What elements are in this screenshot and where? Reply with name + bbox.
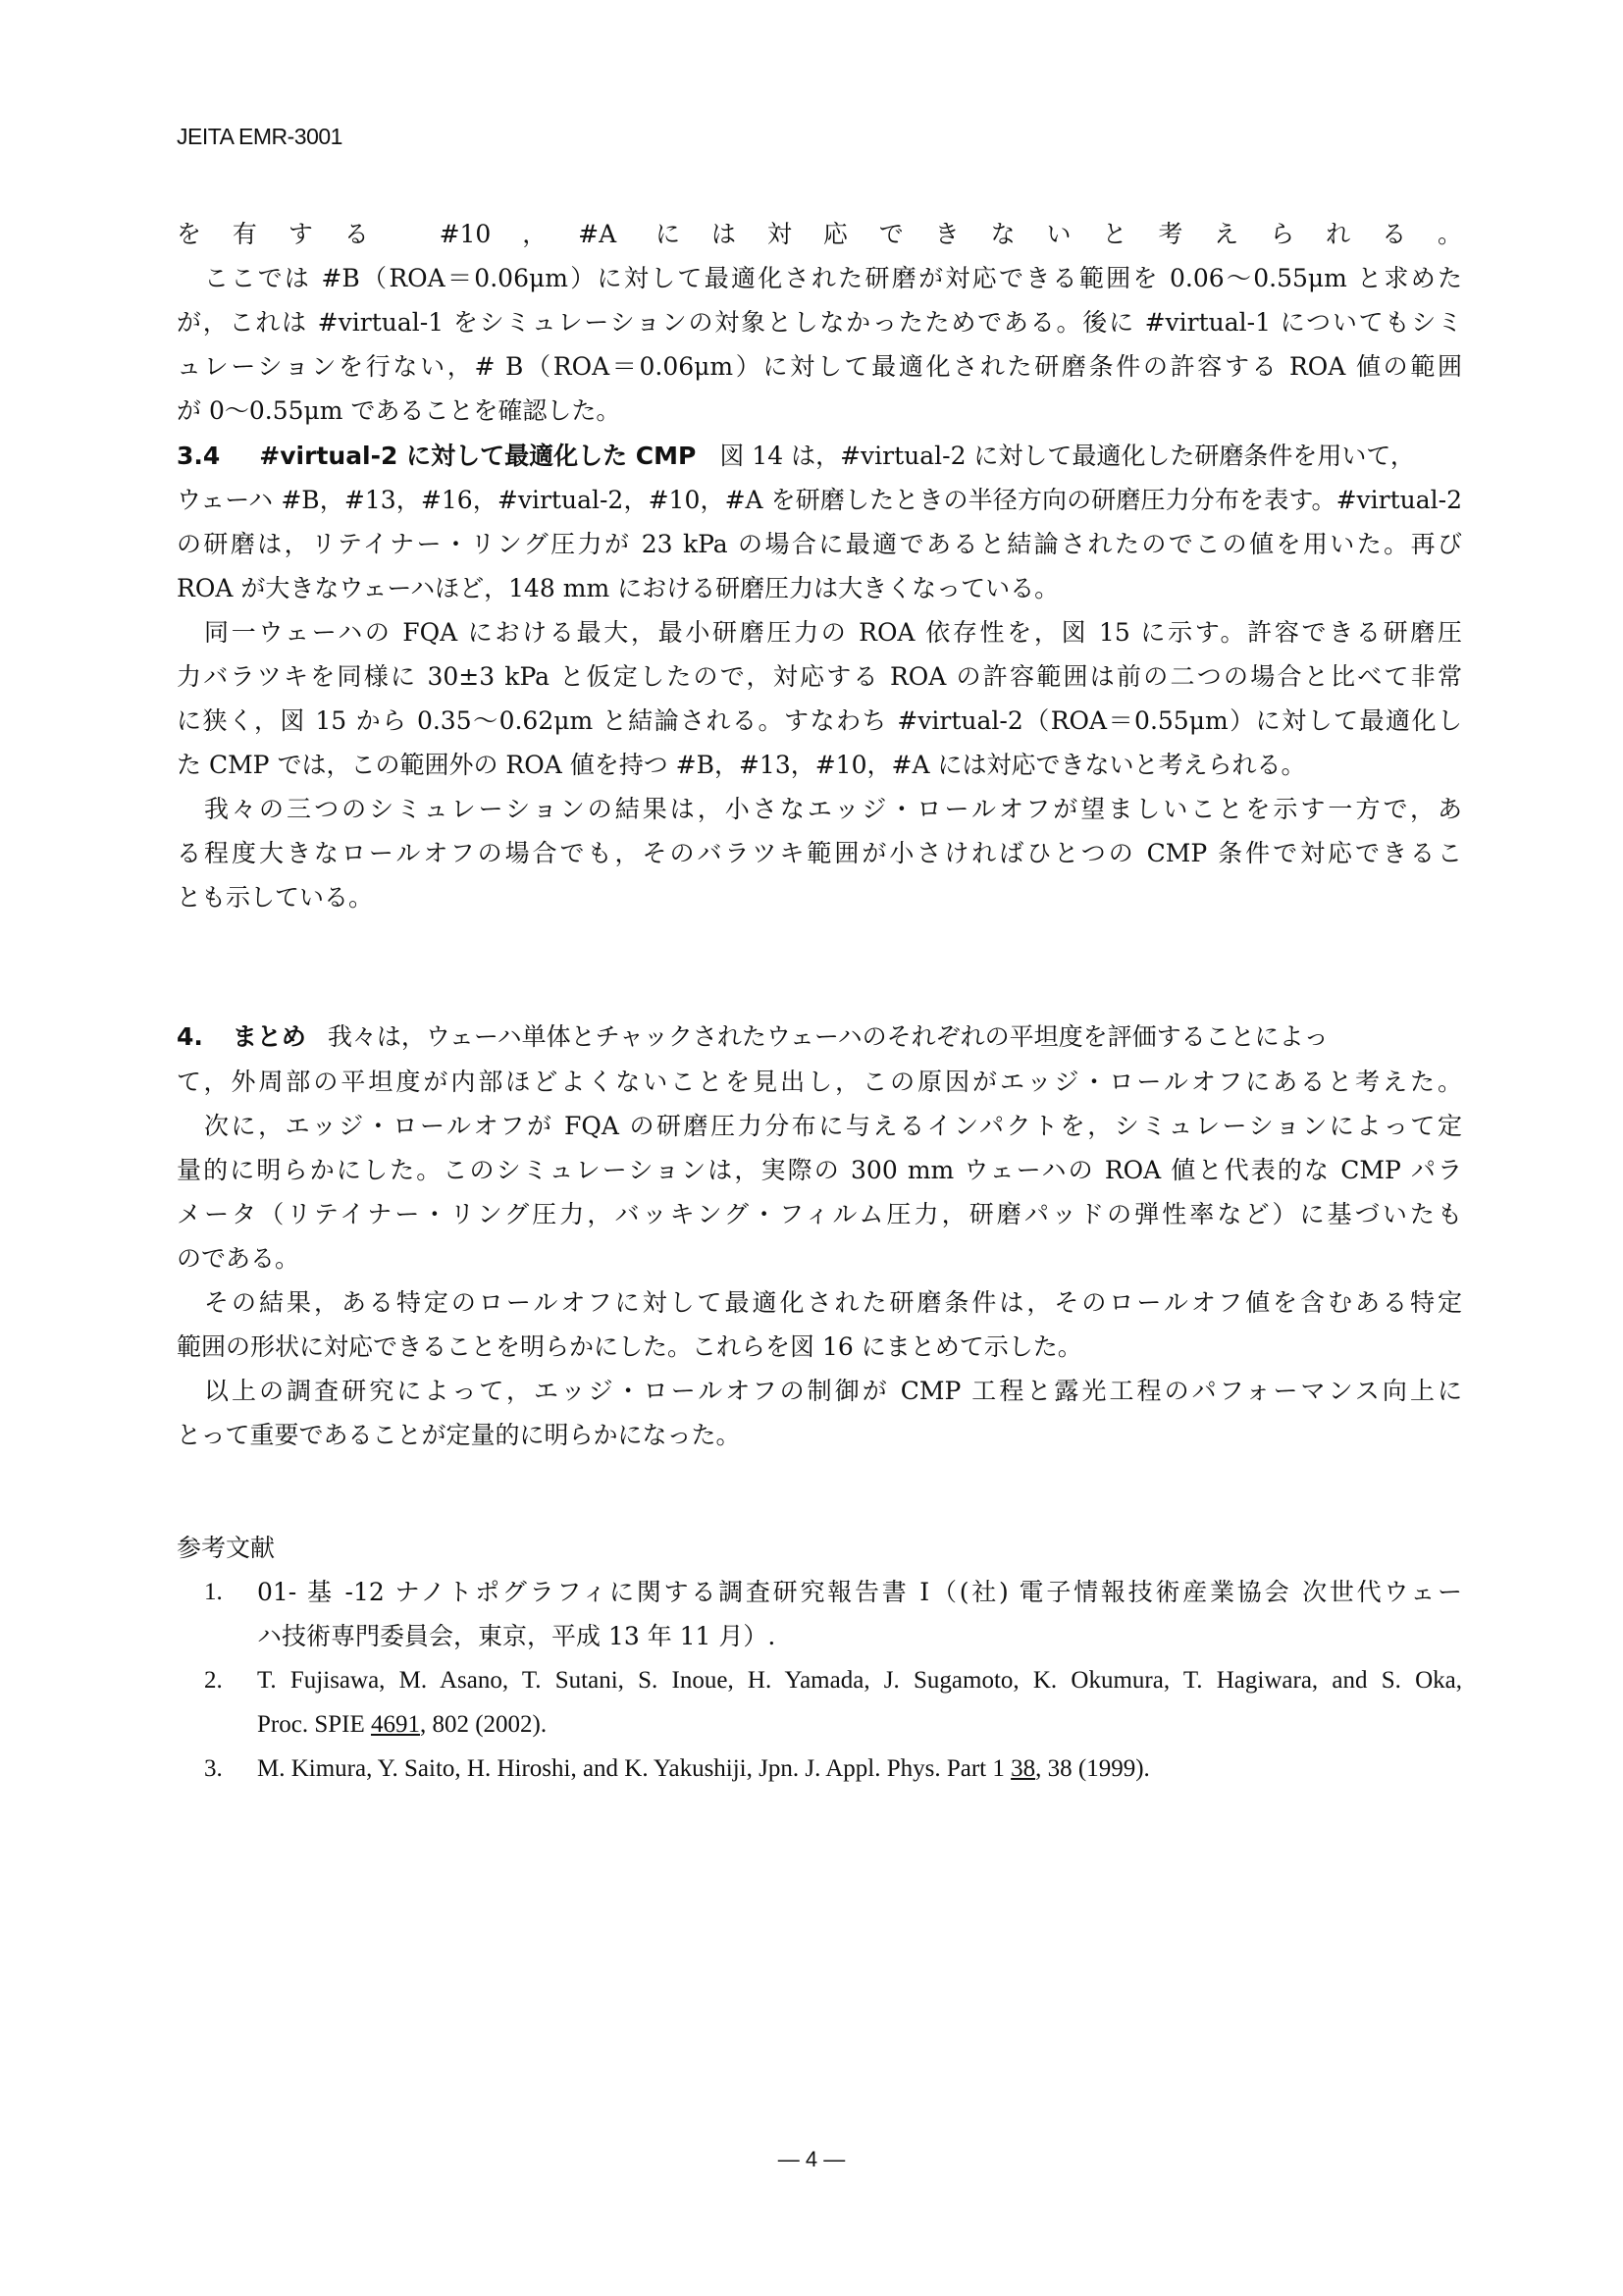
- reference-text: [257, 1708, 1462, 1742]
- reference-pages-year: , 802 (2002).: [419, 1711, 548, 1738]
- paragraph-line: を有する #10，#A には対応できないと考えられる。: [177, 220, 1462, 248]
- paragraph-line: 量的に明らかにした。このシミュレーションは，実際の 300 mm ウェーハの ROA 値と代表的な CMP パラ: [177, 1156, 1462, 1184]
- paragraph-line: が 0〜0.55μm であることを確認した。: [177, 396, 621, 425]
- paragraph-line: が，これは #virtual-1 をシミュレーションの対象としなかったためである。後に #virtual-1 についてもシミ: [177, 308, 1462, 337]
- reference-volume: 38: [1011, 1755, 1036, 1782]
- reference-number: 1.: [204, 1579, 223, 1605]
- paragraph-line: ROA が大きなウェーハほど，148 mm における研磨圧力は大きくなっている。: [177, 574, 1060, 602]
- paragraph-line: ここでは #B（ROA＝0.06μm）に対して最適化された研磨が対応できる範囲を 0.06〜0.55μm と求めた: [204, 264, 1462, 292]
- section-4-heading-line: [177, 1020, 1462, 1054]
- paragraph-line: た CMP では，この範囲外の ROA 値を持つ #B，#13，#10，#A には対応できないと考えられる。: [177, 751, 1306, 779]
- page-number: — 4 —: [777, 2147, 846, 2171]
- paragraph-line: の研磨は，リテイナー・リング圧力が 23 kPa の場合に最適であると結論されたのでこの値を用いた。再び: [177, 530, 1462, 558]
- section-title: #virtual-2 に対して最適化した CMP: [259, 442, 697, 470]
- paragraph-line: メータ（リテイナー・リング圧力，バッキング・フィルム圧力，研磨パッドの弾性率など）に基づいたも: [177, 1200, 1462, 1228]
- section-title: まとめ: [232, 1022, 306, 1051]
- reference-text: [257, 1752, 1462, 1786]
- reference-text: ハ技術専門委員会，東京，平成 13 年 11 月）.: [257, 1622, 776, 1650]
- paragraph-line: その結果，ある特定のロールオフに対して最適化された研磨条件は，そのロールオフ値を含むある特定: [204, 1288, 1462, 1317]
- reference-text: T. Fujisawa, M. Asano, T. Sutani, S. Inoue, H. Yamada, J. Sugamoto, K. Okumura, T. Hagiwara, and S. Oka,: [257, 1667, 1462, 1694]
- reference-authors-journal: M. Kimura, Y. Saito, H. Hiroshi, and K. Yakushiji, Jpn. J. Appl. Phys. Part 1: [257, 1755, 1012, 1782]
- paragraph-line: ウェーハ #B，#13，#16，#virtual-2，#10，#A を研磨したときの半径方向の研磨圧力分布を表す。#virtual-2: [177, 486, 1462, 514]
- reference-text: 01- 基 -12 ナノトポグラフィに関する調査研究報告書 I（(社) 電子情報技術産業協会 次世代ウェー: [257, 1578, 1462, 1606]
- paragraph-line: 同一ウェーハの FQA における最大，最小研磨圧力の ROA 依存性を，図 15 に示す。許容できる研磨圧: [204, 618, 1462, 647]
- paragraph-line: 力バラツキを同様に 30±3 kPa と仮定したので，対応する ROA の許容範囲は前の二つの場合と比べて非常: [177, 662, 1462, 691]
- paragraph-line: のである。: [177, 1244, 300, 1273]
- reference-journal: Proc. SPIE: [257, 1711, 371, 1738]
- paragraph-line: 範囲の形状に対応できることを明らかにした。これらを図 16 にまとめて示した。: [177, 1332, 1082, 1361]
- paragraph-line: る程度大きなロールオフの場合でも，そのバラツキ範囲が小さければひとつの CMP 条件で対応できるこ: [177, 839, 1462, 867]
- paragraph-text: 図 14 は，#virtual-2 に対して最適化した研磨条件を用いて，: [719, 442, 1415, 470]
- reference-number: 3.: [204, 1755, 223, 1782]
- paragraph-line: 次に，エッジ・ロールオフが FQA の研磨圧力分布に与えるインパクトを，シミュレーションによって定: [204, 1112, 1462, 1140]
- paragraph-line: とも示している。: [177, 883, 374, 912]
- section-number: 3.4: [177, 442, 221, 470]
- reference-pages-year: , 38 (1999).: [1035, 1755, 1150, 1782]
- paragraph-line: 我々の三つのシミュレーションの結果は，小さなエッジ・ロールオフが望ましいことを示す一方で，あ: [204, 795, 1462, 823]
- paragraph-text: 我々は，ウェーハ単体とチャックされたウェーハのそれぞれの平坦度を評価することによっ: [327, 1022, 1329, 1051]
- paragraph-line: 以上の調査研究によって，エッジ・ロールオフの制御が CMP 工程と露光工程のパフォーマンス向上に: [204, 1377, 1462, 1405]
- paragraph-line: とって重要であることが定量的に明らかになった。: [177, 1421, 741, 1449]
- section-number: 4.: [177, 1022, 203, 1051]
- reference-number: 2.: [204, 1667, 223, 1694]
- paragraph-line: て，外周部の平坦度が内部ほどよくないことを見出し，この原因がエッジ・ロールオフにあると考えた。: [177, 1068, 1462, 1096]
- paragraph-line: に狭く，図 15 から 0.35〜0.62μm と結論される。すなわち #virtual-2（ROA＝0.55μm）に対して最適化し: [177, 706, 1462, 735]
- reference-volume: 4691: [370, 1711, 420, 1738]
- references-heading: 参考文献: [177, 1534, 276, 1562]
- paragraph-line: ュレーションを行ない，# B（ROA＝0.06μm）に対して最適化された研磨条件の許容する ROA 値の範囲: [177, 352, 1462, 381]
- document-id-header: JEITA EMR-3001: [177, 124, 342, 149]
- section-3-4-heading-line: [177, 440, 1462, 473]
